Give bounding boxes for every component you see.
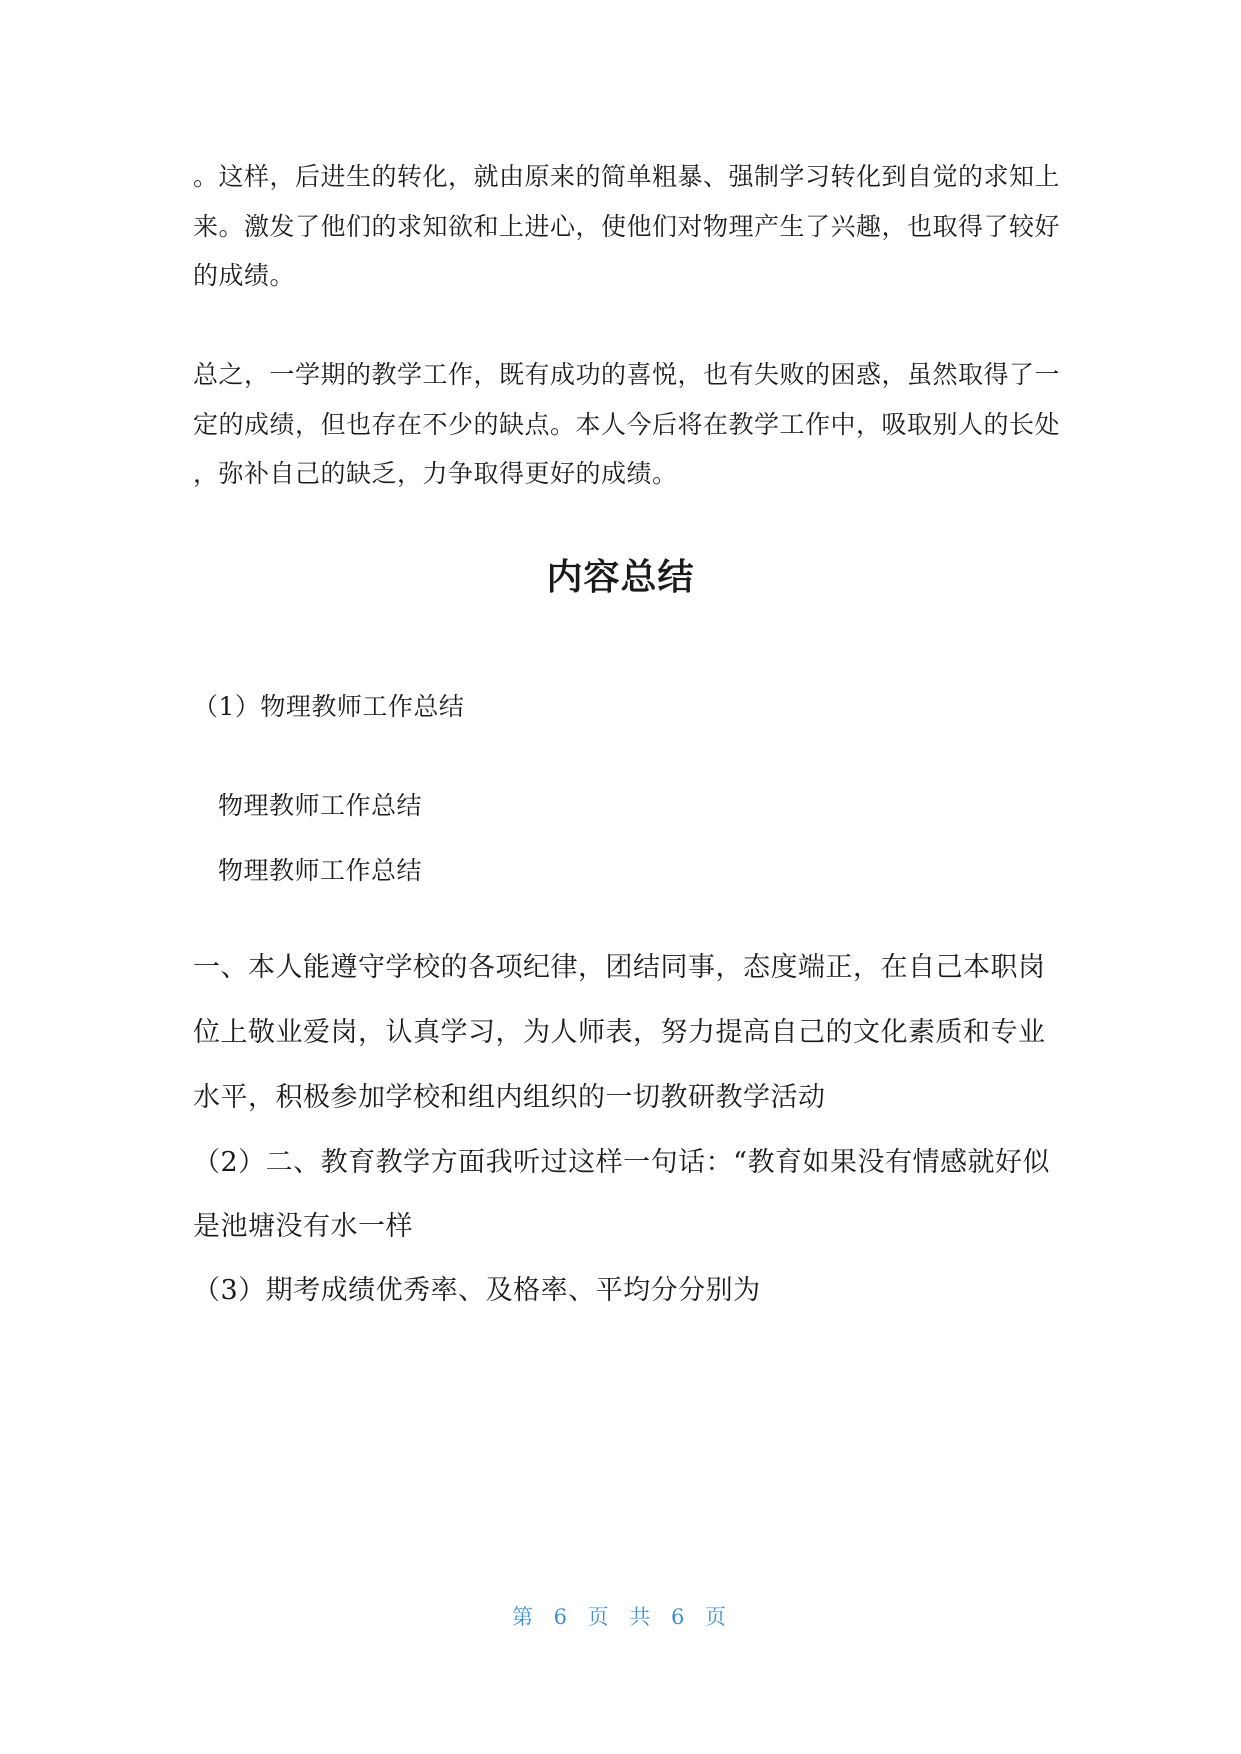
summary-title: 内容总结 [546,557,695,598]
summary-item-1: （1）物理教师工作总结 [193,692,465,721]
summary-item-2-line-1: （2）二、教育教学方面我听过这样一句话：“教育如果没有情感就好似 [193,1147,1050,1178]
paragraph-1-line-1: 。这样，后进生的转化，就由原来的简单粗暴、强制学习转化到自觉的求知上 [193,162,1061,191]
paragraph-2-line-1: 总之，一学期的教学工作，既有成功的喜悦，也有失败的困惑，虽然取得了一 [193,360,1061,389]
summary-body-line-3: 水平，积极参加学校和组内组织的一切教研教学活动 [193,1082,826,1113]
summary-sub-1: 物理教师工作总结 [218,791,423,820]
summary-body-line-2: 位上敬业爱岗，认真学习，为人师表，努力提高自己的文化素质和专业 [193,1017,1046,1048]
summary-sub-2: 物理教师工作总结 [218,856,423,885]
paragraph-1-line-3: 的成绩。 [193,261,296,290]
summary-body-line-1: 一、本人能遵守学校的各项纪律，团结同事，态度端正，在自己本职岗 [193,952,1046,983]
summary-item-2-line-2: 是池塘没有水一样 [193,1211,413,1242]
summary-item-3: （3）期考成绩优秀率、及格率、平均分分别为 [193,1275,761,1306]
paragraph-1-line-2: 来。激发了他们的求知欲和上进心，使他们对物理产生了兴趣，也取得了较好 [193,212,1061,241]
paragraph-2-line-2: 定的成绩，但也存在不少的缺点。本人今后将在教学工作中，吸取别人的长处 [193,410,1061,439]
paragraph-2-line-3: ，弥补自己的缺乏，力争取得更好的成绩。 [193,459,678,488]
page-number-footer: 第 6 页 共 6 页 [511,1605,730,1629]
